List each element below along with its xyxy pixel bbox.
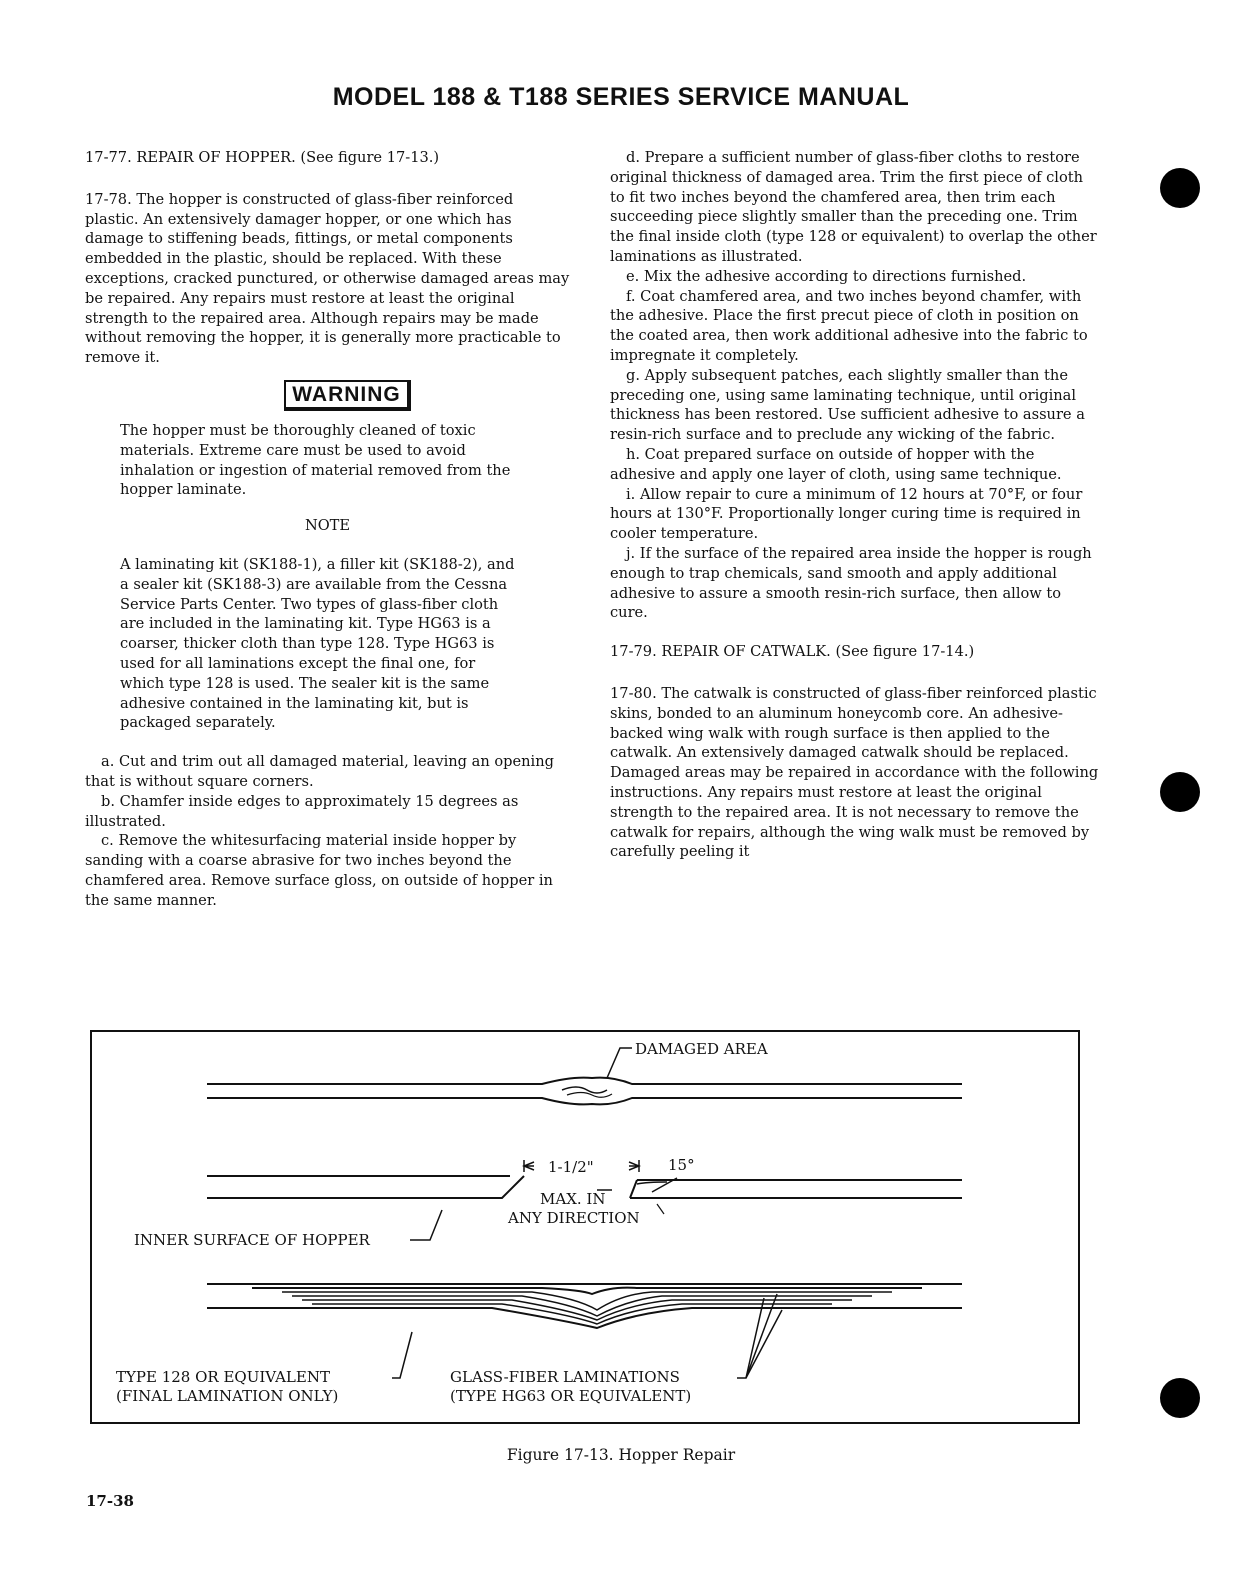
label-inner-surface: INNER SURFACE OF HOPPER (134, 1231, 370, 1249)
label-max-in: MAX. IN (540, 1190, 606, 1208)
warning-block (85, 380, 570, 411)
page-number: 17-38 (86, 1492, 134, 1510)
left-column (85, 148, 570, 911)
label-glass-fiber: GLASS-FIBER LAMINATIONS (450, 1368, 680, 1386)
label-type-hg63: (TYPE HG63 OR EQUIVALENT) (450, 1387, 692, 1405)
section-heading-17-79: 17-79. REPAIR OF CATWALK. (See figure 17-14.) (610, 643, 975, 661)
binder-hole-top (1160, 168, 1200, 208)
section-heading-17-77: 17-77. REPAIR OF HOPPER. (See figure 17-13.) (85, 149, 440, 166)
laminations-drawing (207, 1284, 962, 1378)
step-g: g. Apply subsequent patches, each slightly smaller than the preceding one, using same laminating technique, until original thickness has been restored. Use sufficient adhesive to assure a resin-rich surface and to preclude any wicking of the fabric. (610, 366, 1085, 444)
hopper-repair-figure (90, 1030, 1080, 1424)
binder-hole-middle (1160, 772, 1200, 812)
right-column (610, 148, 1100, 862)
step-i: i. Allow repair to cure a minimum of 12 hours at 70°F, or four hours at 130°F. Proportionally longer curing time is required in cooler temperature. (610, 485, 1083, 543)
step-b: b. Chamfer inside edges to approximately 15 degrees as illustrated. (85, 792, 519, 830)
step-e: e. Mix the adhesive according to directions furnished. (626, 267, 1027, 285)
label-any-direction: ANY DIRECTION (508, 1209, 640, 1227)
label-final-lamination: (FINAL LAMINATION ONLY) (116, 1387, 339, 1405)
note-text: A laminating kit (SK188-1), a filler kit (SK188-2), and a sealer kit (SK188-3) are available from the Cessna Service Parts Center. Two types of glass-fiber cloth are included in the laminating kit. Type HG63 is a coarser, thicker cloth than type 128. Type HG63 is used for all laminations except the final one, for which type 128 is used. The sealer kit is the same adhesive contained in the laminating kit, but is packaged separately. (120, 555, 515, 732)
label-angle: 15° (668, 1156, 695, 1174)
warning-text: The hopper must be thoroughly cleaned of toxic materials. Extreme care must be used to avoid inhalation or ingestion of material removed from the hopper laminate. (120, 421, 511, 499)
label-dimension: 1-1/2" (548, 1158, 594, 1176)
step-c: c. Remove the whitesurfacing material inside hopper by sanding with a coarse abrasive for two inches beyond the chamfered area. Remove surface gloss, on outside of hopper in the same manner. (85, 832, 553, 909)
step-d: d. Prepare a sufficient number of glass-fiber cloths to restore original thickness of damaged area. Trim the first piece of cloth to fit two inches beyond the chamfered area, then trim each succeeding piece slightly smaller than the preceding one. Trim the final inside cloth (type 128 or equivalent) to overlap the other laminations as illustrated. (610, 149, 1097, 265)
binder-hole-bottom (1160, 1378, 1200, 1418)
step-j: j. If the surface of the repaired area inside the hopper is rough enough to trap chemicals, sand smooth and apply additional adhesive to assure a smooth resin-rich surface, then allow to cure. (610, 544, 1092, 622)
page-title: MODEL 188 & T188 SERIES SERVICE MANUAL (332, 83, 910, 111)
hopper-repair-diagram (92, 1032, 1078, 1422)
figure-caption: Figure 17-13. Hopper Repair (506, 1446, 736, 1464)
paragraph-17-80: 17-80. The catwalk is constructed of glass-fiber reinforced plastic skins, bonded to an aluminum honeycomb core. An adhesive-backed wing walk with rough surface is then applied to the catwalk. An extensively damaged catwalk should be replaced. Damaged areas may be repaired in accordance with the following instructions. Any repairs must restore at least the original strength to the repaired area. It is not necessary to remove the catwalk for repairs, although the wing walk must be removed by carefully peeling it (610, 684, 1099, 861)
step-f: f. Coat chamfered area, and two inches beyond chamfer, with the adhesive. Place the first precut piece of cloth in position on the coated area, then work additional adhesive into the fabric to impregnate it completely. (610, 287, 1088, 364)
paragraph-17-78: 17-78. The hopper is constructed of glass-fiber reinforced plastic. An extensively damager hopper, or one which has damage to stiffening beads, fittings, or metal components embedded in the plastic, should be replaced. With these exceptions, cracked punctured, or otherwise damaged areas may be repaired. Any repairs must restore at least the original strength to the repaired area. Although repairs may be made without removing the hopper, it is generally more practicable to remove it. (85, 190, 570, 367)
step-a: a. Cut and trim out all damaged material, leaving an opening that is without square corners. (85, 753, 554, 790)
label-type-128: TYPE 128 OR EQUIVALENT (116, 1368, 330, 1386)
warning-label: WARNING (284, 380, 411, 411)
note-label: NOTE (304, 517, 351, 535)
step-h: h. Coat prepared surface on outside of hopper with the adhesive and apply one layer of cloth, using same technique. (610, 445, 1062, 483)
damaged-laminate-drawing (207, 1048, 962, 1104)
label-damaged-area: DAMAGED AREA (635, 1040, 768, 1058)
